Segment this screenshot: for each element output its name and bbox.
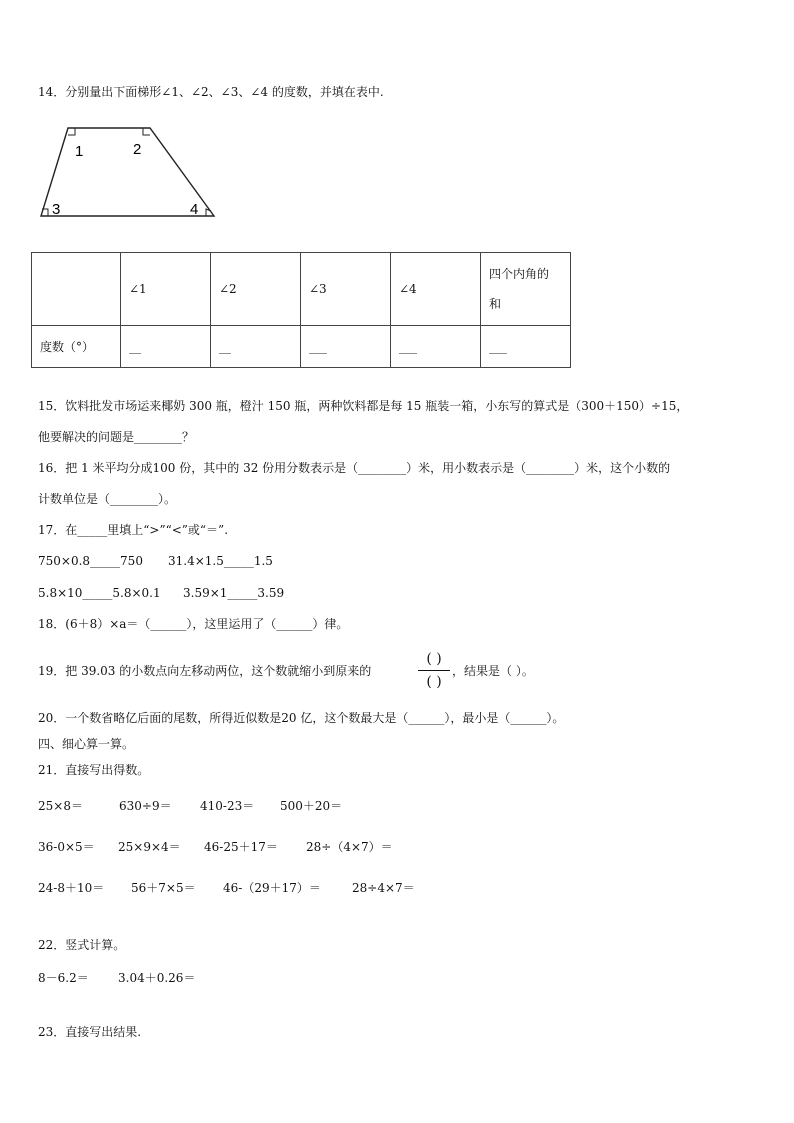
fraction-numerator[interactable]: ( )	[426, 651, 442, 667]
row-label-degrees: 度数（°）	[32, 326, 121, 368]
header-sum-line2: 和	[489, 297, 502, 311]
header-angle-4: ∠4	[391, 253, 481, 326]
q21-expression: 630÷9＝	[119, 799, 172, 813]
angle-label-4: 4	[190, 201, 199, 218]
q17-row1	[38, 553, 273, 569]
q22-expression: 8－6.2＝	[38, 971, 89, 985]
q17-item: 3.59×1_____3.59	[183, 586, 285, 600]
q21-expression: 28÷4×7＝	[352, 881, 415, 895]
q21-row3	[38, 880, 415, 896]
angle-label-3: 3	[52, 201, 61, 218]
q17-text: 17．在_____里填上“>”“<”或“＝”.	[38, 523, 229, 537]
q21-expression: 410-23＝	[200, 799, 255, 813]
q15-line1: 15．饮料批发市场运来椰奶 300 瓶，橙汁 150 瓶，两种饮料都是每 15 瓶装一箱，小东写的算式是（300＋150）÷15，	[38, 399, 689, 413]
q17-item: 750×0.8_____750	[38, 554, 143, 568]
q16-line2: 计数单位是（________）。	[38, 492, 177, 506]
answer-blank-angle-2[interactable]: __	[211, 326, 301, 368]
q19-text-before: 19．把 39.03 的小数点向左移动两位，这个数就缩小到原来的	[38, 664, 372, 678]
fraction-bar	[418, 670, 450, 671]
q21-title: 21．直接写出得数。	[38, 763, 150, 777]
trapezoid-figure	[36, 122, 220, 222]
q21-expression: 25×9×4＝	[118, 840, 181, 854]
angle-table	[31, 252, 571, 368]
q21-expression: 36-0×5＝	[38, 840, 95, 854]
answer-blank-angle-4[interactable]: ___	[391, 326, 481, 368]
q21-expression: 500＋20＝	[280, 799, 343, 813]
q21-row2	[38, 839, 393, 855]
q15-line2: 他要解决的问题是________？	[38, 430, 195, 444]
answer-blank-angle-1[interactable]: __	[121, 326, 211, 368]
answer-blank-angle-3[interactable]: ___	[301, 326, 391, 368]
header-angle-2: ∠2	[211, 253, 301, 326]
header-sum-line1: 四个内角的	[489, 267, 550, 281]
q21-expression: 28÷（4×7）＝	[306, 840, 393, 854]
q22-row	[38, 970, 195, 986]
angle-label-1: 1	[75, 143, 84, 160]
header-angle-1: ∠1	[121, 253, 211, 326]
q21-expression: 56＋7×5＝	[131, 881, 196, 895]
q14-text: 14．分别量出下面梯形∠1、∠2、∠3、∠4 的度数，并填在表中.	[38, 85, 384, 99]
q16-line1: 16．把 1 米平均分成100 份，其中的 32 份用分数表示是（________）米，用小数表示是（________）米，这个小数的	[38, 461, 671, 475]
q17-item: 5.8×10_____5.8×0.1	[38, 586, 161, 600]
q22-expression: 3.04＋0.26＝	[118, 971, 196, 985]
q21-expression: 46-25＋17＝	[204, 840, 278, 854]
header-angle-3: ∠3	[301, 253, 391, 326]
q21-row1	[38, 798, 342, 814]
table-row	[32, 326, 571, 368]
fraction-denominator[interactable]: ( )	[426, 674, 442, 690]
q19-text-after: ，结果是（ ）。	[452, 664, 534, 678]
angle-label-2: 2	[133, 141, 142, 158]
q18-text: 18．(6＋8）×a＝（______），这里运用了（______）律。	[38, 617, 349, 631]
q21-expression: 46-（29＋17）＝	[223, 881, 321, 895]
table-corner-cell	[32, 253, 121, 326]
q19-fraction-blank[interactable]	[418, 648, 450, 692]
answer-blank-angle-sum[interactable]: ___	[481, 326, 571, 368]
q22-title: 22．竖式计算。	[38, 938, 126, 952]
q21-expression: 25×8＝	[38, 799, 83, 813]
section-4-title: 四、细心算一算。	[38, 737, 135, 751]
header-angle-sum	[481, 253, 571, 326]
q21-expression: 24-8＋10＝	[38, 881, 105, 895]
q23-title: 23．直接写出结果.	[38, 1025, 142, 1039]
q20-text: 20．一个数省略亿后面的尾数，所得近似数是20 亿，这个数最大是（______），最小是（______）。	[38, 711, 565, 725]
q17-row2	[38, 585, 284, 601]
q17-item: 31.4×1.5_____1.5	[168, 554, 273, 568]
table-header-row	[32, 253, 571, 326]
